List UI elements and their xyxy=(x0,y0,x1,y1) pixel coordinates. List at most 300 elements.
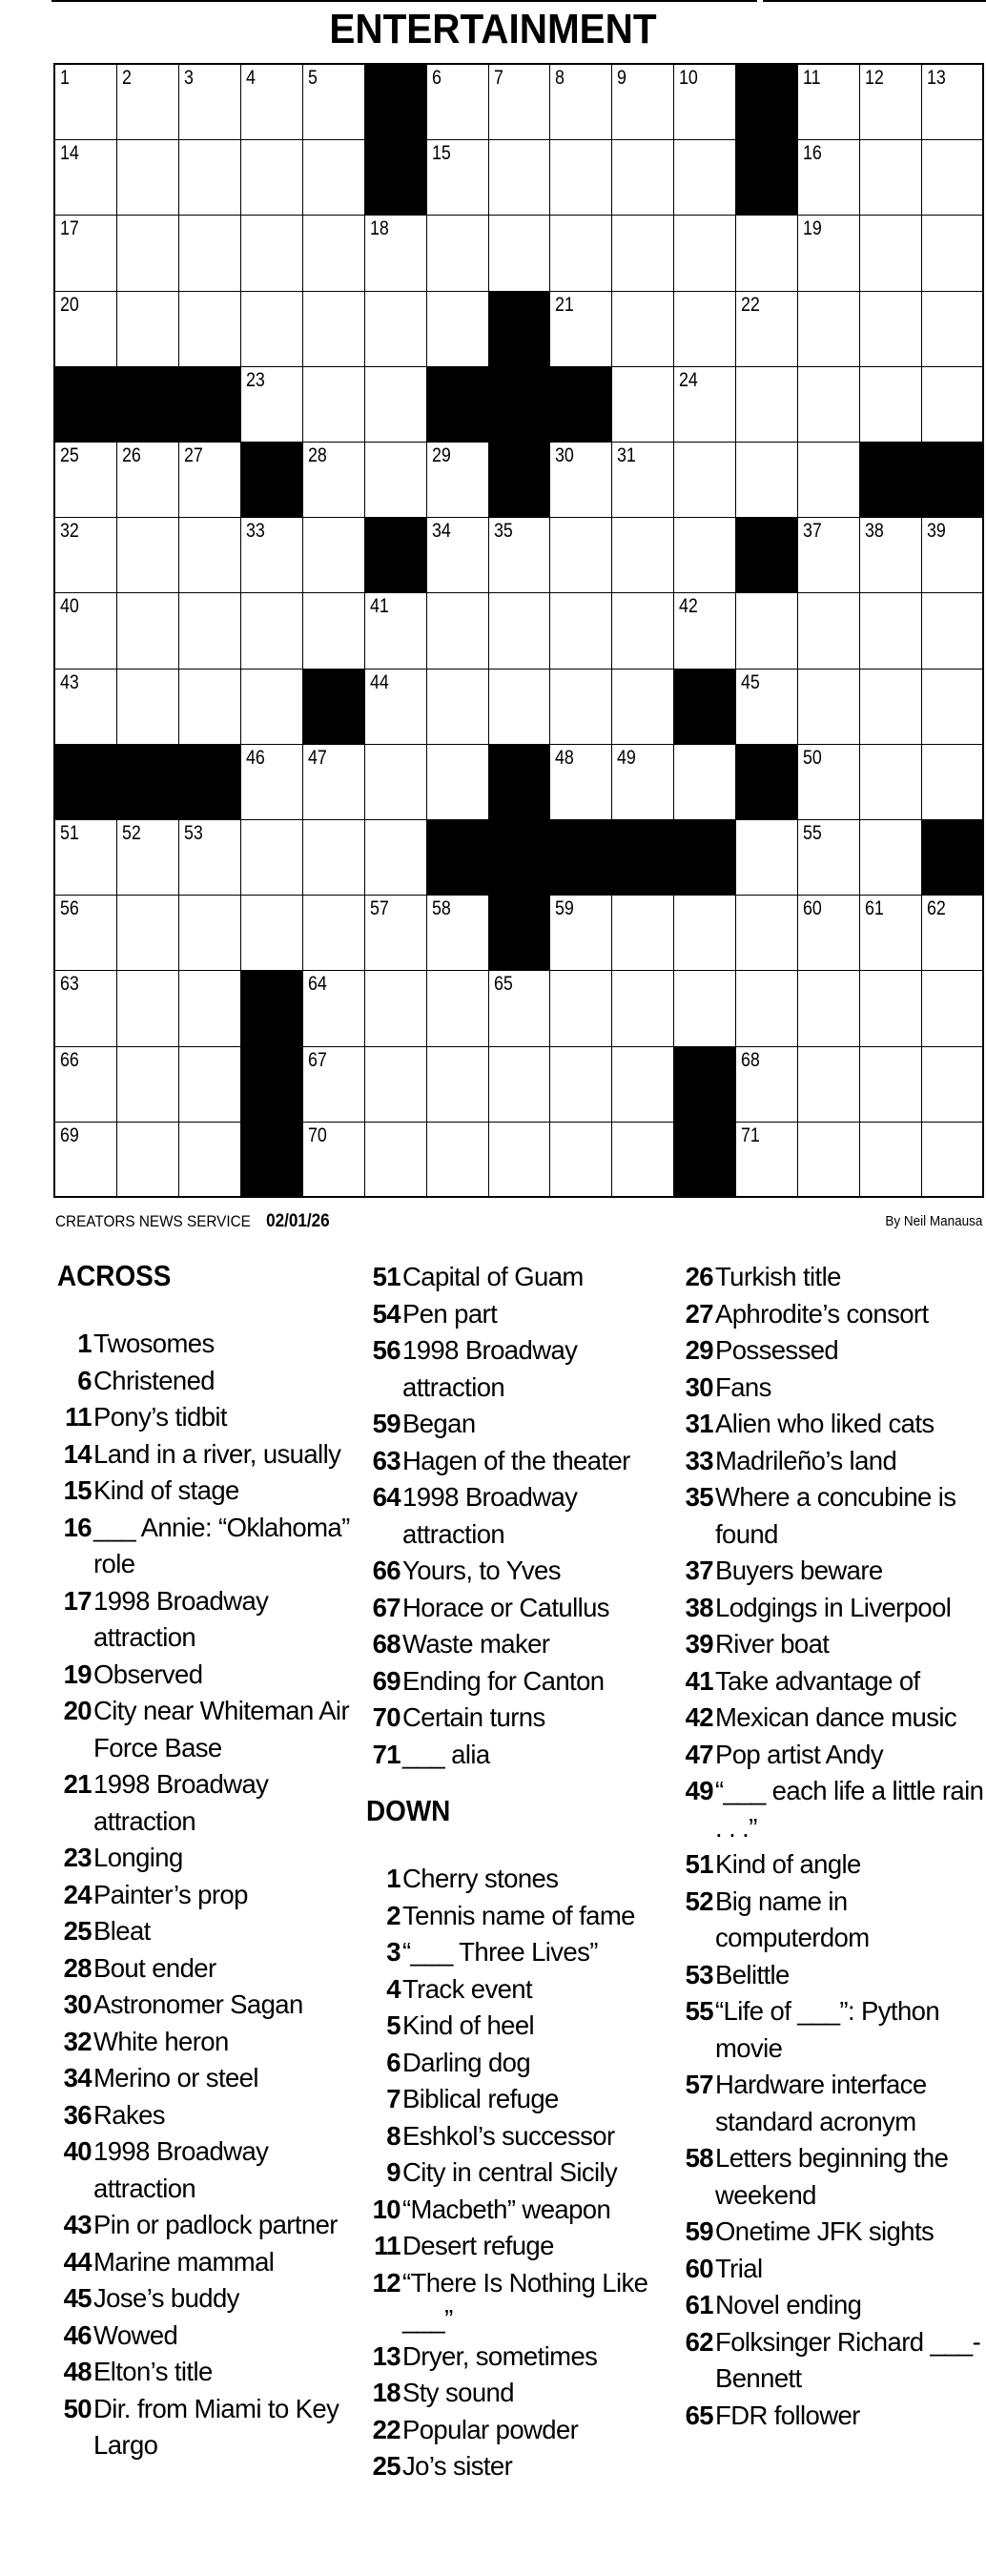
grid-cell[interactable] xyxy=(116,895,179,971)
grid-cell[interactable] xyxy=(364,215,427,291)
grid-cell[interactable] xyxy=(116,64,179,140)
clue-item xyxy=(57,1510,362,1583)
grid-cell[interactable] xyxy=(240,592,303,669)
grid-cell[interactable] xyxy=(302,970,365,1046)
grid-cell[interactable] xyxy=(54,517,117,593)
clue-text: Certain turns xyxy=(402,1702,545,1732)
grid-cell[interactable] xyxy=(797,442,860,518)
grid-cell[interactable] xyxy=(859,215,922,291)
grid-block xyxy=(488,895,551,971)
clue-text: Ending for Canton xyxy=(402,1665,605,1696)
grid-cell[interactable] xyxy=(859,970,922,1046)
grid-cell[interactable] xyxy=(611,895,674,971)
grid-cell[interactable] xyxy=(116,1046,179,1123)
grid-cell[interactable] xyxy=(611,669,674,745)
grid-cell[interactable] xyxy=(302,442,365,518)
cell-number: 31 xyxy=(617,444,637,466)
grid-cell[interactable] xyxy=(735,1046,798,1123)
grid-cell[interactable] xyxy=(178,517,241,593)
grid-cell[interactable] xyxy=(859,895,922,971)
grid-cell[interactable] xyxy=(302,819,365,896)
grid-cell[interactable] xyxy=(859,291,922,367)
grid-cell[interactable] xyxy=(549,215,612,291)
grid-block xyxy=(488,442,551,518)
grid-cell[interactable] xyxy=(673,592,736,669)
grid-cell[interactable] xyxy=(611,592,674,669)
grid-cell[interactable] xyxy=(611,744,674,820)
cell-number: 12 xyxy=(865,67,884,89)
grid-cell[interactable] xyxy=(240,215,303,291)
clue-text: Hagen of the theater xyxy=(402,1445,630,1475)
grid-cell[interactable] xyxy=(673,970,736,1046)
grid-cell[interactable] xyxy=(364,291,427,367)
grid-cell[interactable] xyxy=(302,1046,365,1123)
grid-cell[interactable] xyxy=(611,215,674,291)
clue-number: 41 xyxy=(685,1665,713,1696)
grid-cell[interactable] xyxy=(54,215,117,291)
grid-cell[interactable] xyxy=(302,64,365,140)
grid-cell[interactable] xyxy=(549,592,612,669)
grid-cell[interactable] xyxy=(116,139,179,216)
grid-cell[interactable] xyxy=(735,819,798,896)
grid-cell[interactable] xyxy=(859,1122,922,1198)
grid-cell[interactable] xyxy=(611,970,674,1046)
clue-text: Eshkol’s successor xyxy=(402,2120,615,2151)
grid-cell[interactable] xyxy=(488,64,551,140)
grid-cell[interactable] xyxy=(549,744,612,820)
grid-cell[interactable] xyxy=(921,1046,984,1123)
cell-number: 43 xyxy=(60,670,79,693)
grid-cell[interactable] xyxy=(549,139,612,216)
clue-text: Biblical refuge xyxy=(402,2084,559,2113)
grid-cell[interactable] xyxy=(116,970,179,1046)
grid-cell[interactable] xyxy=(302,291,365,367)
grid-cell[interactable] xyxy=(426,1046,489,1123)
grid-cell[interactable] xyxy=(549,442,612,518)
grid-cell[interactable] xyxy=(673,139,736,216)
grid-cell[interactable] xyxy=(859,64,922,140)
grid-cell[interactable] xyxy=(735,215,798,291)
clue-number: 68 xyxy=(372,1629,401,1659)
grid-cell[interactable] xyxy=(54,592,117,669)
grid-cell[interactable] xyxy=(549,669,612,745)
cell-number: 3 xyxy=(183,67,194,89)
clue-number: 27 xyxy=(685,1298,713,1329)
grid-cell[interactable] xyxy=(426,970,489,1046)
grid-cell[interactable] xyxy=(797,139,860,216)
puzzle-date: 02/01/26 xyxy=(266,1211,330,1231)
grid-cell[interactable] xyxy=(240,744,303,820)
clue-number: 3 xyxy=(386,1937,401,1967)
grid-cell[interactable] xyxy=(488,669,551,745)
grid-cell[interactable] xyxy=(54,64,117,140)
clue-number: 1 xyxy=(77,1329,92,1358)
grid-cell[interactable] xyxy=(859,139,922,216)
clue-text: Dir. from Miami to Key Largo xyxy=(93,2393,339,2460)
clue-number: 24 xyxy=(63,1879,92,1909)
cell-number: 61 xyxy=(865,897,884,920)
down-heading: DOWN xyxy=(366,1794,451,1827)
clue-number: 44 xyxy=(63,2246,92,2277)
grid-cell[interactable] xyxy=(859,592,922,669)
grid-cell[interactable] xyxy=(735,592,798,669)
grid-cell[interactable] xyxy=(488,517,551,593)
grid-cell[interactable] xyxy=(611,366,674,443)
grid-cell[interactable] xyxy=(611,64,674,140)
grid-cell[interactable] xyxy=(116,1122,179,1198)
grid-cell[interactable] xyxy=(364,669,427,745)
grid-cell[interactable] xyxy=(54,442,117,518)
grid-cell[interactable] xyxy=(488,1122,551,1198)
clue-number: 55 xyxy=(685,1996,713,2026)
grid-cell[interactable] xyxy=(426,744,489,820)
grid-cell[interactable] xyxy=(921,970,984,1046)
grid-cell[interactable] xyxy=(364,819,427,896)
grid-cell[interactable] xyxy=(488,592,551,669)
grid-block xyxy=(735,744,798,820)
grid-cell[interactable] xyxy=(797,517,860,593)
grid-cell[interactable] xyxy=(797,744,860,820)
clue-item xyxy=(57,2133,362,2207)
grid-cell[interactable] xyxy=(611,1122,674,1198)
grid-cell[interactable] xyxy=(302,517,365,593)
grid-block xyxy=(116,366,179,443)
grid-cell[interactable] xyxy=(240,819,303,896)
grid-cell[interactable] xyxy=(240,669,303,745)
clue-number: 33 xyxy=(685,1445,713,1475)
clue-item xyxy=(679,1259,986,1296)
clue-text: Waste maker xyxy=(402,1629,550,1659)
clue-item xyxy=(366,1934,681,1971)
clue-number: 2 xyxy=(386,1900,401,1930)
clue-number: 62 xyxy=(685,2326,713,2357)
grid-cell[interactable] xyxy=(54,1122,117,1198)
grid-cell[interactable] xyxy=(54,970,117,1046)
grid-cell[interactable] xyxy=(611,291,674,367)
grid-cell[interactable] xyxy=(178,442,241,518)
grid-cell[interactable] xyxy=(921,895,984,971)
grid-cell[interactable] xyxy=(859,366,922,443)
grid-cell[interactable] xyxy=(240,366,303,443)
grid-cell[interactable] xyxy=(178,895,241,971)
clue-number: 59 xyxy=(685,2216,713,2246)
clue-text: Longing xyxy=(93,1843,183,1872)
grid-cell[interactable] xyxy=(426,442,489,518)
source-label: CREATORS NEWS SERVICE xyxy=(55,1212,251,1230)
grid-block xyxy=(488,291,551,367)
grid-block xyxy=(735,64,798,140)
grid-cell[interactable] xyxy=(797,970,860,1046)
grid-cell[interactable] xyxy=(116,819,179,896)
grid-cell[interactable] xyxy=(673,64,736,140)
grid-cell[interactable] xyxy=(735,366,798,443)
grid-cell[interactable] xyxy=(426,895,489,971)
clue-text: “Life of ___”: Python movie xyxy=(715,1996,940,2063)
grid-cell[interactable] xyxy=(364,366,427,443)
grid-cell[interactable] xyxy=(54,1046,117,1123)
clue-text: Folksinger Richard ___-Bennett xyxy=(715,2326,981,2393)
clue-item xyxy=(366,1626,681,1663)
grid-cell[interactable] xyxy=(178,1122,241,1198)
clue-text: Bout ender xyxy=(93,1952,216,1983)
clue-item xyxy=(679,1443,986,1480)
clue-text: 1998 Broadway attraction xyxy=(93,1769,269,1836)
clue-number: 18 xyxy=(372,2378,401,2407)
grid-cell[interactable] xyxy=(178,64,241,140)
grid-cell[interactable] xyxy=(302,592,365,669)
grid-cell[interactable] xyxy=(302,1122,365,1198)
cell-number: 2 xyxy=(121,67,132,89)
clue-item xyxy=(366,1663,681,1700)
grid-cell[interactable] xyxy=(116,669,179,745)
clue-number: 36 xyxy=(63,2099,92,2130)
grid-cell[interactable] xyxy=(921,139,984,216)
grid-cell[interactable] xyxy=(549,1122,612,1198)
grid-cell[interactable] xyxy=(426,291,489,367)
grid-cell[interactable] xyxy=(426,517,489,593)
cell-number: 64 xyxy=(307,973,327,996)
grid-cell[interactable] xyxy=(178,669,241,745)
clue-number: 70 xyxy=(372,1702,401,1732)
grid-cell[interactable] xyxy=(488,215,551,291)
grid-cell[interactable] xyxy=(859,517,922,593)
clue-number: 32 xyxy=(63,2026,92,2056)
cell-number: 35 xyxy=(493,520,513,543)
clue-number: 35 xyxy=(685,1482,713,1512)
clue-item xyxy=(57,1326,362,1363)
cell-number: 57 xyxy=(369,897,389,920)
clue-number: 30 xyxy=(63,1989,92,2019)
grid-cell[interactable] xyxy=(735,895,798,971)
clue-item xyxy=(57,2318,362,2355)
clue-text: Observed xyxy=(93,1659,203,1689)
grid-cell[interactable] xyxy=(859,1046,922,1123)
grid-cell[interactable] xyxy=(735,1122,798,1198)
grid-cell[interactable] xyxy=(426,669,489,745)
grid-cell[interactable] xyxy=(302,139,365,216)
clue-item xyxy=(679,2214,986,2251)
grid-cell[interactable] xyxy=(673,517,736,593)
grid-cell[interactable] xyxy=(426,592,489,669)
grid-cell[interactable] xyxy=(797,669,860,745)
grid-cell[interactable] xyxy=(364,1046,427,1123)
grid-cell[interactable] xyxy=(116,517,179,593)
clue-text: “Macbeth” weapon xyxy=(402,2194,611,2224)
grid-cell[interactable] xyxy=(859,744,922,820)
clue-item xyxy=(679,1626,986,1663)
cell-number: 8 xyxy=(555,67,565,89)
grid-cell[interactable] xyxy=(364,970,427,1046)
clue-number: 59 xyxy=(372,1409,401,1438)
grid-cell[interactable] xyxy=(797,1046,860,1123)
grid-cell[interactable] xyxy=(426,1122,489,1198)
grid-cell[interactable] xyxy=(921,366,984,443)
grid-cell[interactable] xyxy=(921,215,984,291)
grid-block xyxy=(921,442,984,518)
clue-text: Jose’s buddy xyxy=(93,2283,239,2313)
grid-cell[interactable] xyxy=(178,291,241,367)
clue-item xyxy=(366,1971,681,2009)
grid-cell[interactable] xyxy=(54,895,117,971)
grid-cell[interactable] xyxy=(364,592,427,669)
grid-cell[interactable] xyxy=(673,895,736,971)
clue-text: Pen part xyxy=(402,1298,498,1329)
grid-cell[interactable] xyxy=(364,744,427,820)
grid-cell[interactable] xyxy=(549,291,612,367)
clue-item xyxy=(57,1950,362,1988)
grid-cell[interactable] xyxy=(54,291,117,367)
grid-cell[interactable] xyxy=(797,592,860,669)
clue-item xyxy=(57,1436,362,1473)
clue-text: Bleat xyxy=(93,1916,151,1946)
grid-cell[interactable] xyxy=(54,139,117,216)
grid-cell[interactable] xyxy=(549,970,612,1046)
clue-text: Turkish title xyxy=(715,1262,841,1291)
cell-number: 11 xyxy=(803,67,821,89)
grid-cell[interactable] xyxy=(735,442,798,518)
grid-block xyxy=(240,1122,303,1198)
grid-cell[interactable] xyxy=(797,1122,860,1198)
clue-item xyxy=(366,2375,681,2412)
grid-cell[interactable] xyxy=(240,895,303,971)
clue-number: 28 xyxy=(63,1952,92,1983)
grid-cell[interactable] xyxy=(178,970,241,1046)
grid-cell[interactable] xyxy=(921,291,984,367)
grid-cell[interactable] xyxy=(921,64,984,140)
cell-number: 16 xyxy=(803,142,823,165)
clue-item xyxy=(366,1898,681,1935)
grid-cell[interactable] xyxy=(921,517,984,593)
clue-item xyxy=(679,1993,986,2067)
grid-cell[interactable] xyxy=(611,442,674,518)
grid-cell[interactable] xyxy=(797,291,860,367)
cell-number: 21 xyxy=(555,293,575,316)
grid-cell[interactable] xyxy=(859,819,922,896)
grid-block xyxy=(488,744,551,820)
clue-item xyxy=(366,1479,681,1553)
grid-cell[interactable] xyxy=(116,442,179,518)
grid-cell[interactable] xyxy=(426,64,489,140)
grid-cell[interactable] xyxy=(54,819,117,896)
grid-cell[interactable] xyxy=(240,64,303,140)
grid-cell[interactable] xyxy=(921,744,984,820)
grid-cell[interactable] xyxy=(735,970,798,1046)
clue-item xyxy=(57,1363,362,1400)
cell-number: 20 xyxy=(60,293,79,316)
grid-block xyxy=(240,442,303,518)
grid-cell[interactable] xyxy=(178,592,241,669)
grid-cell[interactable] xyxy=(921,592,984,669)
grid-cell[interactable] xyxy=(178,819,241,896)
grid-cell[interactable] xyxy=(735,291,798,367)
grid-block xyxy=(54,366,117,443)
grid-cell[interactable] xyxy=(797,366,860,443)
grid-cell[interactable] xyxy=(673,215,736,291)
clue-text: Elton’s title xyxy=(93,2357,213,2386)
grid-cell[interactable] xyxy=(797,215,860,291)
grid-cell[interactable] xyxy=(116,592,179,669)
clue-item xyxy=(57,1987,362,2024)
grid-cell[interactable] xyxy=(921,669,984,745)
clue-item xyxy=(366,1296,681,1333)
grid-cell[interactable] xyxy=(673,442,736,518)
grid-cell[interactable] xyxy=(116,215,179,291)
grid-cell[interactable] xyxy=(426,215,489,291)
clue-number: 64 xyxy=(372,1482,401,1512)
grid-cell[interactable] xyxy=(178,1046,241,1123)
grid-cell[interactable] xyxy=(302,215,365,291)
grid-cell[interactable] xyxy=(859,669,922,745)
clue-item xyxy=(679,1700,986,1737)
grid-cell[interactable] xyxy=(178,215,241,291)
clue-item xyxy=(366,2448,681,2485)
top-rule-left xyxy=(51,0,757,2)
clue-text: 1998 Broadway attraction xyxy=(93,1585,269,1652)
clue-text: ___ alia xyxy=(402,1739,490,1769)
grid-cell[interactable] xyxy=(364,1122,427,1198)
cell-number: 42 xyxy=(679,595,699,618)
grid-cell[interactable] xyxy=(611,517,674,593)
grid-cell[interactable] xyxy=(549,64,612,140)
grid-cell[interactable] xyxy=(549,517,612,593)
grid-cell[interactable] xyxy=(797,64,860,140)
grid-block xyxy=(549,366,612,443)
grid-cell[interactable] xyxy=(240,291,303,367)
grid-cell[interactable] xyxy=(488,139,551,216)
clue-text: Big name in computerdom xyxy=(715,1886,870,1952)
grid-cell[interactable] xyxy=(673,744,736,820)
grid-cell[interactable] xyxy=(921,1122,984,1198)
clue-text: Christened xyxy=(93,1365,215,1395)
grid-cell[interactable] xyxy=(178,139,241,216)
grid-cell[interactable] xyxy=(611,139,674,216)
clue-item xyxy=(57,2244,362,2281)
clue-text: Began xyxy=(402,1409,476,1438)
clue-text: Belittle xyxy=(715,1959,790,1989)
grid-block xyxy=(611,819,674,896)
grid-cell[interactable] xyxy=(797,895,860,971)
grid-cell[interactable] xyxy=(673,366,736,443)
grid-cell[interactable] xyxy=(797,819,860,896)
cell-number: 4 xyxy=(245,67,256,89)
clue-number: 45 xyxy=(63,2283,92,2313)
grid-cell[interactable] xyxy=(364,895,427,971)
grid-cell[interactable] xyxy=(488,1046,551,1123)
grid-cell[interactable] xyxy=(54,669,117,745)
grid-cell[interactable] xyxy=(488,970,551,1046)
grid-cell[interactable] xyxy=(549,895,612,971)
clue-item xyxy=(679,1773,986,1846)
clue-number: 69 xyxy=(372,1665,401,1696)
grid-cell[interactable] xyxy=(302,366,365,443)
clue-number: 14 xyxy=(63,1438,92,1469)
grid-cell[interactable] xyxy=(116,291,179,367)
grid-cell[interactable] xyxy=(673,291,736,367)
grid-cell[interactable] xyxy=(302,895,365,971)
clue-item xyxy=(366,1861,681,1898)
grid-cell[interactable] xyxy=(426,139,489,216)
grid-cell[interactable] xyxy=(364,442,427,518)
grid-cell[interactable] xyxy=(611,1046,674,1123)
grid-cell[interactable] xyxy=(549,1046,612,1123)
grid-cell[interactable] xyxy=(735,669,798,745)
grid-cell[interactable] xyxy=(240,517,303,593)
clue-text: Alien who liked cats xyxy=(715,1409,935,1438)
clue-text: Darling dog xyxy=(402,2047,531,2077)
clue-item xyxy=(366,2412,681,2449)
grid-cell[interactable] xyxy=(240,139,303,216)
grid-cell[interactable] xyxy=(302,744,365,820)
